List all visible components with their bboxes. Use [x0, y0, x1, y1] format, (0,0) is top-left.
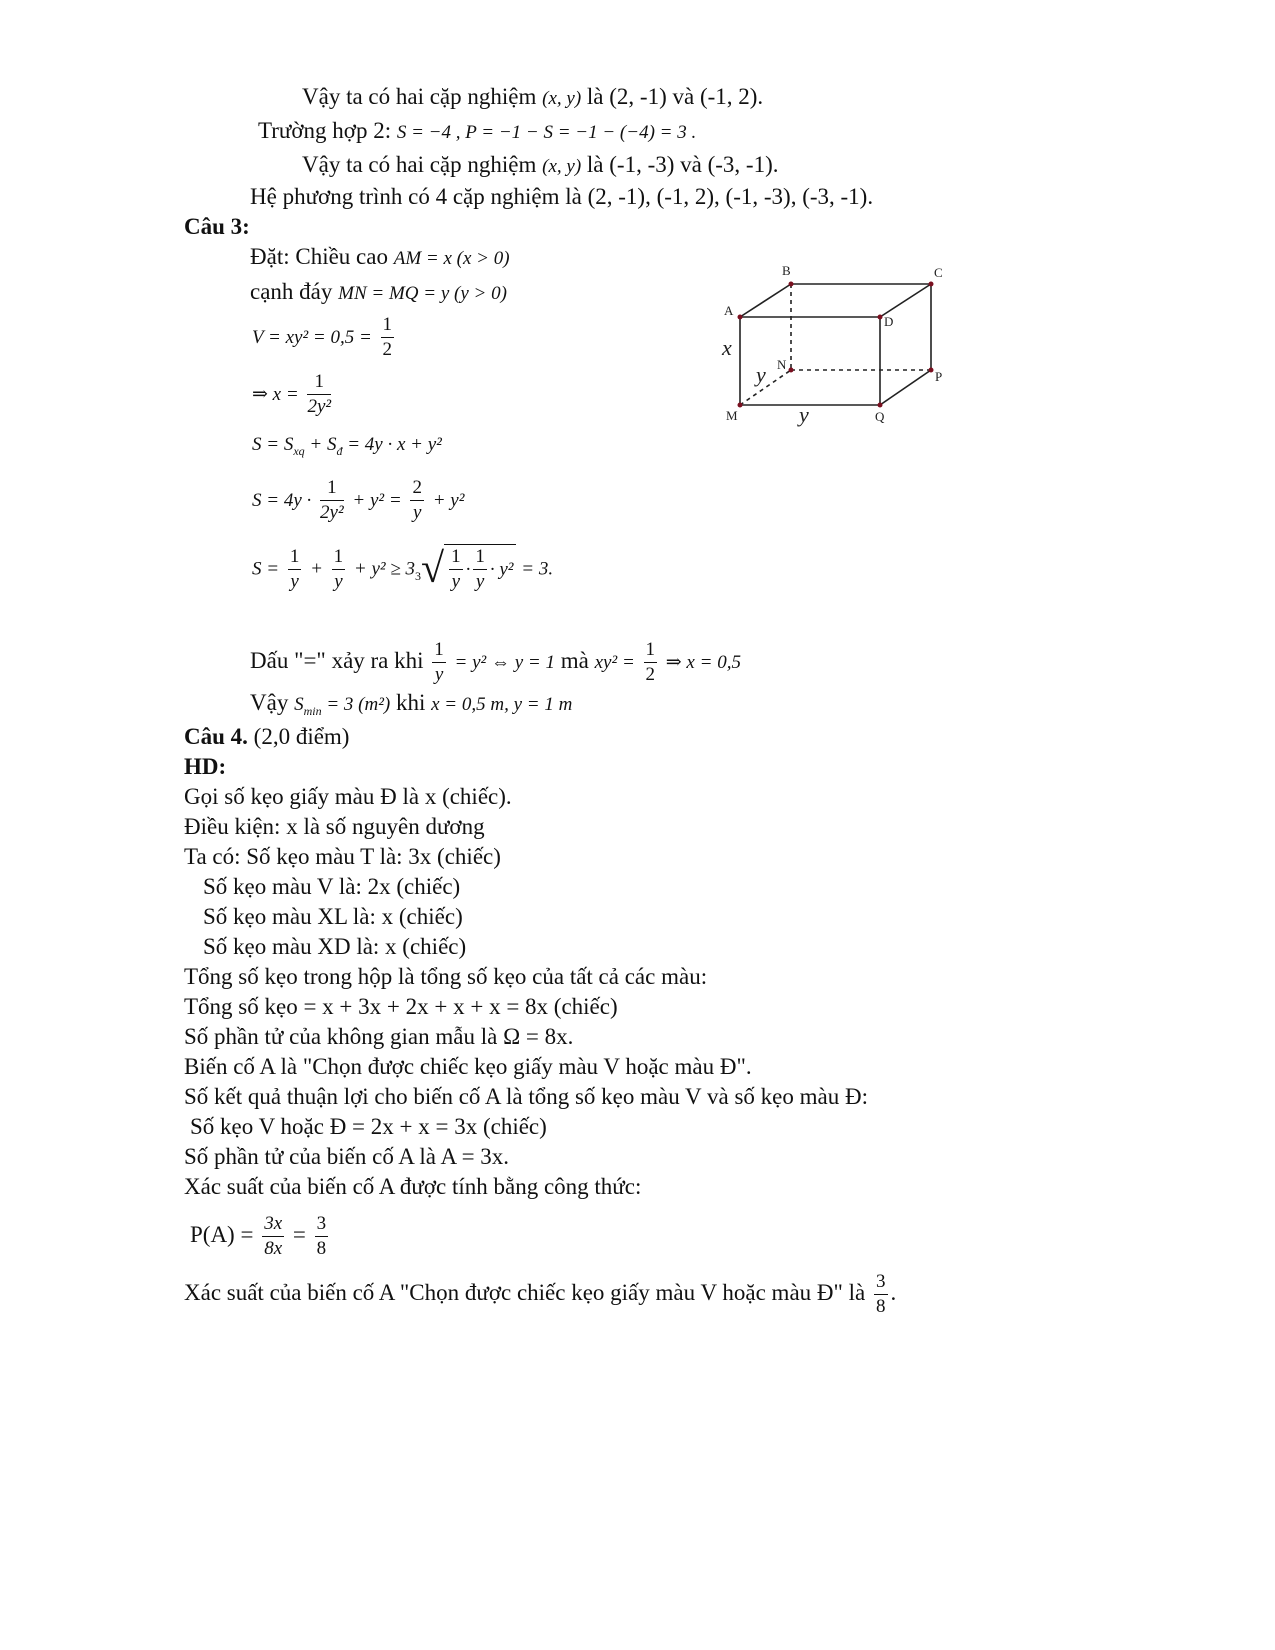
text-line: Ta có: Số kẹo màu T là: 3x (chiếc) — [184, 844, 501, 869]
text: Vậy ta có hai cặp nghiệm — [302, 152, 537, 177]
edge-label-y: y — [799, 402, 809, 427]
root-index: 3 — [415, 568, 422, 583]
math: AM = x (x > 0) — [393, 248, 510, 269]
text-line: Số phần tử của không gian mẫu là Ω = 8x. — [184, 1024, 574, 1049]
text-line: Gọi số kẹo giấy màu Đ là x (chiếc). — [184, 784, 512, 809]
text: là (-1, -3) và (-3, -1). — [586, 152, 779, 177]
solution-line — [302, 82, 763, 114]
minimum-result — [250, 688, 572, 726]
text-line: Biến cố A là "Chọn được chiếc kẹo giấy màu V hoặc màu Đ". — [184, 1054, 752, 1079]
text: là (2, -1) và (-1, 2). — [586, 84, 764, 109]
text-line: Xác suất của biến cố A được tính bằng công thức: — [184, 1174, 642, 1199]
vertex-dot — [929, 368, 934, 373]
radical-sign: √ — [421, 546, 445, 592]
base-definition — [250, 277, 507, 309]
volume-equation — [252, 313, 397, 362]
edge-label-y: y — [756, 362, 766, 387]
conclusion-line: Hệ phương trình có 4 cặp nghiệm là (2, -1), (-1, 2), (-1, -3), (-3, -1). — [250, 184, 874, 209]
math: $S = S_{xq} + S_đ = 4y \cdot x + y^2$ — [252, 434, 442, 458]
edge-DC — [880, 284, 931, 317]
probability-formula — [190, 1212, 331, 1261]
box-figure — [700, 250, 960, 440]
text-line: Số kẹo màu XD là: x (chiếc) — [203, 934, 467, 959]
question-4-heading — [184, 722, 349, 752]
label-P: P — [935, 369, 943, 384]
heading: Câu 4. — [184, 724, 248, 749]
edge-AB — [740, 284, 791, 317]
fraction: $\frac{3}{8}$ — [316, 1213, 327, 1259]
text: Trường hợp 2: — [258, 118, 392, 143]
case-2-line — [258, 116, 696, 148]
text: mà — [560, 647, 589, 673]
label-A: A — [724, 303, 734, 318]
text-line: Số kẹo màu XL là: x (chiếc) — [203, 904, 463, 929]
text: khi — [395, 690, 426, 715]
text: Đặt: Chiều cao — [250, 244, 388, 269]
points: (2,0 điểm) — [253, 724, 350, 749]
math: $S_{min} = 3$ (m²) — [294, 694, 391, 718]
height-definition — [250, 242, 510, 274]
text-line: Số kẹo màu V là: 2x (chiếc) — [203, 874, 461, 899]
math: + y² — [432, 489, 465, 511]
surface-area-equation — [252, 428, 442, 466]
text-line: Tổng số kẹo = x + 3x + 2x + x + x = 8x (chiếc) — [184, 994, 618, 1019]
question-3-heading: Câu 3: — [184, 214, 250, 239]
text: Dấu "=" xảy ra khi — [250, 647, 424, 673]
math: S = −4 , P = −1 − S = −1 − (−4) = 3 . — [396, 122, 697, 143]
radicand: $\frac{1}{y}$ · $\frac{1}{y}$ · y² — [444, 544, 515, 594]
fraction: $\frac{3}{8}$ — [876, 1271, 886, 1317]
math: = y² ⇔ y = 1 — [454, 651, 556, 673]
math: + y² ≥ 3 — [353, 558, 416, 580]
fraction: $\frac{1}{y}$ — [333, 545, 344, 592]
vertex-dot — [789, 368, 794, 373]
text: P(A) = — [190, 1221, 254, 1247]
fraction: $\frac{1}{y}$ — [434, 639, 444, 685]
text: Vậy ta có hai cặp nghiệm — [302, 84, 537, 109]
math: ⇒ x = 0,5 — [665, 651, 741, 673]
math: = 3. — [521, 558, 554, 580]
fraction: $\frac{2}{y}$ — [412, 477, 422, 523]
label-Q: Q — [875, 409, 885, 424]
vertex-dot — [878, 315, 883, 320]
text: Vậy — [250, 690, 289, 715]
label-N: N — [777, 357, 787, 372]
final-answer — [184, 1270, 896, 1319]
fraction: $\frac{1}{2}$ — [382, 314, 393, 360]
vertex-dot — [738, 403, 743, 408]
text: . — [890, 1279, 897, 1305]
text-line: Số kết quả thuận lợi cho biến cố A là tổng số kẹo màu V và số kẹo màu Đ: — [184, 1084, 868, 1109]
math: (x, y) — [542, 88, 582, 109]
text: cạnh đáy — [250, 279, 333, 304]
surface-area-substitution — [252, 476, 464, 525]
math: S = — [252, 558, 280, 580]
fraction: $\frac{1}{y}$ — [289, 545, 300, 592]
hd-label: HD: — [184, 754, 227, 779]
am-gm-inequality — [252, 544, 553, 594]
text-line: Tổng số kẹo trong hộp là tổng số kẹo của tất cả các màu: — [184, 964, 708, 989]
vertex-dot — [929, 282, 934, 287]
text: Xác suất của biến cố A "Chọn được chiếc kẹo giấy màu V hoặc màu Đ" là — [184, 1279, 866, 1305]
text-line: Số kẹo V hoặc Đ = 2x + x = 3x (chiếc) — [190, 1114, 547, 1139]
math: (x, y) — [542, 156, 582, 177]
vertex-dot — [738, 315, 743, 320]
label-D: D — [884, 314, 894, 329]
equality-condition — [250, 638, 741, 687]
edge-label-x: x — [722, 335, 732, 360]
math: + y² = — [352, 489, 402, 511]
math: V = xy² = 0,5 = — [252, 326, 372, 348]
label-B: B — [782, 263, 791, 278]
text: = — [292, 1221, 306, 1247]
math: S = 4y · — [252, 489, 312, 511]
fraction: $\frac{1}{\text{2y²}}$ — [320, 477, 344, 523]
fraction: $\frac{1}{\text{2y²}}$ — [307, 371, 332, 417]
math: + — [310, 558, 323, 580]
label-M: M — [726, 408, 738, 423]
solution-line — [302, 150, 779, 182]
label-C: C — [934, 265, 943, 280]
math: ⇒ x = — [252, 383, 299, 405]
text-line: Điều kiện: x là số nguyên dương — [184, 814, 485, 839]
fraction: $\frac{1}{2}$ — [645, 639, 656, 685]
math: MN = MQ = y (y > 0) — [338, 283, 507, 304]
math: x = 0,5 m, y = 1 m — [431, 694, 573, 715]
vertex-dot — [789, 282, 794, 287]
x-expression — [252, 370, 334, 419]
math: xy² = — [594, 651, 635, 673]
fraction: $\frac{3x}{8x}$ — [264, 1213, 283, 1259]
vertex-dot — [878, 403, 883, 408]
edge-QP — [880, 370, 931, 405]
text-line: Số phần tử của biến cố A là A = 3x. — [184, 1144, 510, 1169]
